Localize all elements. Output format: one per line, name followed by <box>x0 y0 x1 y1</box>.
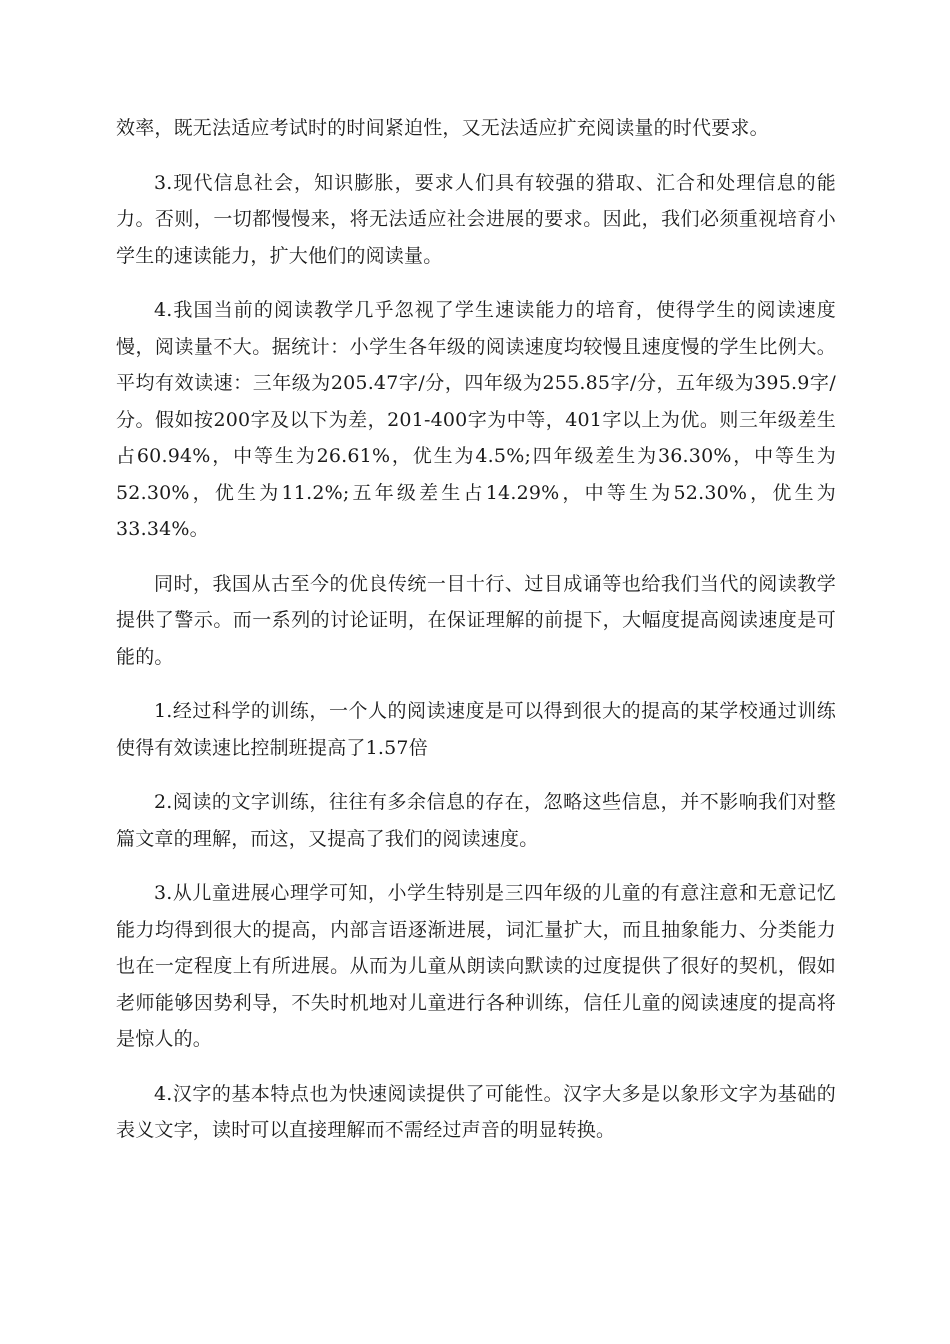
paragraph-point-1-training: 1.经过科学的训练，一个人的阅读速度是可以得到很大的提高的某学校通过训练使得有效读速比控制班提高了1.57倍 <box>116 700 836 759</box>
paragraph-tradition: 同时，我国从古至今的优良传统一目十行、过目成诵等也给我们当代的阅读教学提供了警示。而一系列的讨论证明，在保证理解的前提下，大幅度提高阅读速度是可能的。 <box>116 572 836 668</box>
paragraph-point-3-child-psychology: 3.从儿童进展心理学可知，小学生特别是三四年级的儿童的有意注意和无意记忆能力均得到很大的提高，内部言语逐渐进展，词汇量扩大，而且抽象能力、分类能力也在一定程度上有所进展。从而为儿童从朗读向默读的过度提供了很好的契机，假如老师能够因势利导，不失时机地对儿童进行各种训练，信任儿童的阅读速度的提高将是惊人的。 <box>116 882 836 1050</box>
paragraph-point-3-information-society: 3.现代信息社会，知识膨胀，要求人们具有较强的猎取、汇合和处理信息的能力。否则，一切都慢慢来，将无法适应社会进展的要求。因此，我们必须重视培育小学生的速读能力，扩大他们的阅读量。 <box>116 171 836 267</box>
paragraph-point-4-chinese-characters: 4.汉字的基本特点也为快速阅读提供了可能性。汉字大多是以象形文字为基础的表义文字，读时可以直接理解而不需经过声音的明显转换。 <box>116 1082 836 1141</box>
paragraph-point-4-reading-statistics: 4.我国当前的阅读教学几乎忽视了学生速读能力的培育，使得学生的阅读速度慢，阅读量不大。据统计：小学生各年级的阅读速度均较慢且速度慢的学生比例大。平均有效读速：三年级为205.47字/分，四年级为255.85字/分，五年级为395.9字/分。假如按200字及以下为差，201-400字为中等，401字以上为优。则三年级差生占60.94%，中等生为26.61%，优生为4.5%;四年级差生为36.30%，中等生为52.30%，优生为11.2%;五年级差生占14.29%，中等生为52.30%，优生为33.34%。 <box>116 299 836 540</box>
paragraph-point-2-redundant-info: 2.阅读的文字训练，往往有多余信息的存在，忽略这些信息，并不影响我们对整篇文章的理解，而这，又提高了我们的阅读速度。 <box>116 791 836 850</box>
paragraph-continuation: 效率，既无法适应考试时的时间紧迫性，又无法适应扩充阅读量的时代要求。 <box>116 117 769 139</box>
document-body <box>116 110 836 1167</box>
